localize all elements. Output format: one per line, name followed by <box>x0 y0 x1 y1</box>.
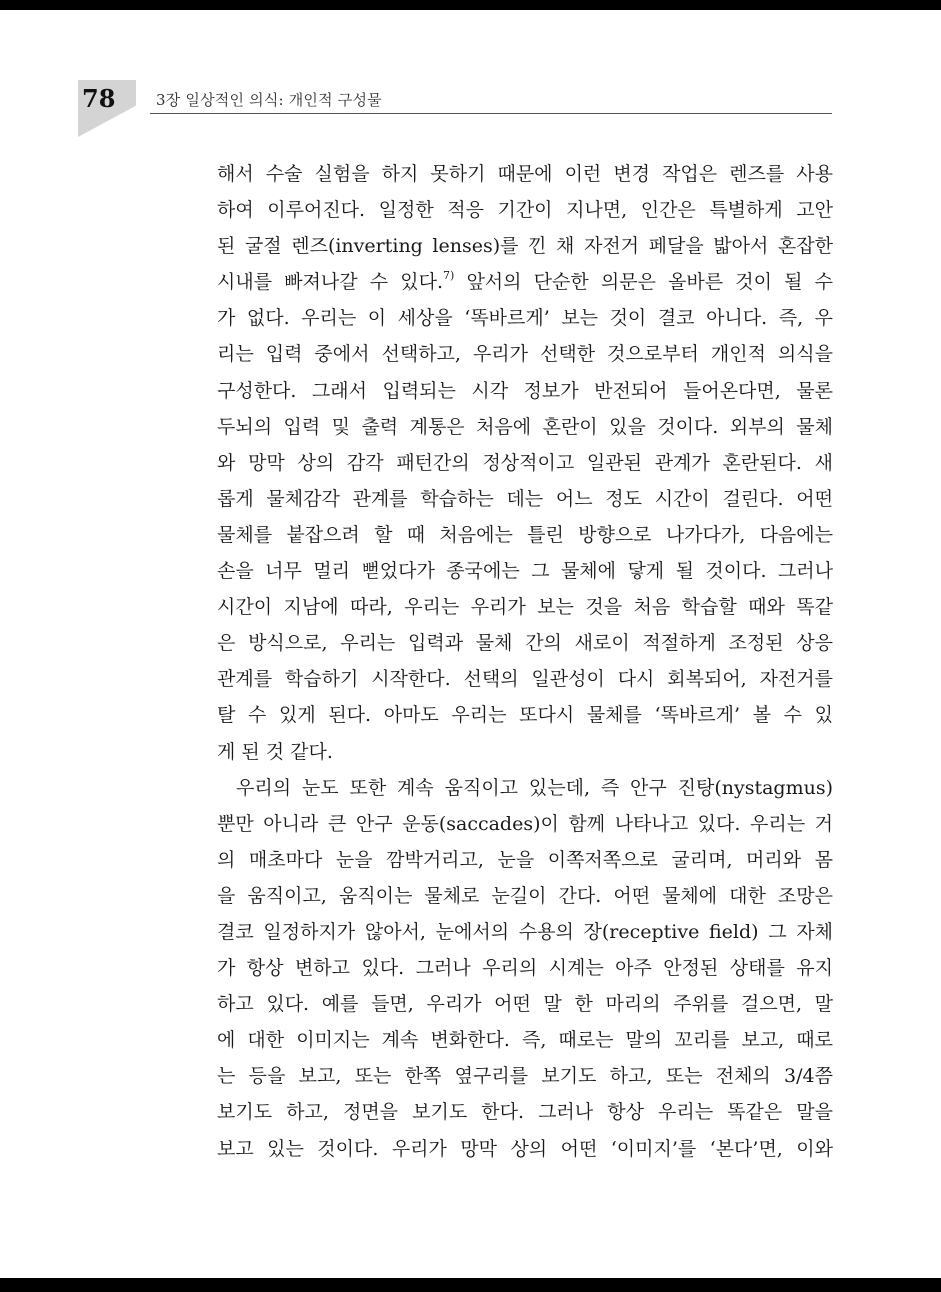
text-line: 을 움직이고, 움직이는 물체로 눈길이 간다. 어떤 물체에 대한 조망은 <box>217 884 833 907</box>
paragraph-last-line: 게 된 것 같다. <box>217 740 333 763</box>
text-line: 결코 일정하지가 않아서, 눈에서의 수용의 장(receptive field) 그 자체 <box>217 920 833 943</box>
text-line: 은 방식으로, 우리는 입력과 물체 간의 새로이 적절하게 조정된 상응 <box>217 632 833 655</box>
text-line: 에 대한 이미지는 계속 변화한다. 즉, 때로는 말의 꼬리를 보고, 때로 <box>217 1029 833 1052</box>
text-line-with-footnote <box>217 264 833 300</box>
footnote-ref: 7) <box>443 268 455 282</box>
bottom-border <box>0 1278 941 1292</box>
text-segment: 앞서의 단순한 의문은 올바른 것이 될 수 <box>454 271 833 294</box>
text-line: 보고 있는 것이다. 우리가 망막 상의 어떤 ‘이미지’를 ‘본다’면, 이와 <box>217 1137 833 1160</box>
header-rule <box>150 113 832 114</box>
text-line: 두뇌의 입력 및 출력 계통은 처음에 혼란이 있을 것이다. 외부의 물체 <box>217 415 833 438</box>
text-line: 의 매초마다 눈을 깜박거리고, 눈을 이쪽저쪽으로 굴리며, 머리와 몸 <box>217 848 833 871</box>
text-line: 시간이 지남에 따라, 우리는 우리가 보는 것을 처음 학습할 때와 똑같 <box>217 596 833 619</box>
body-text <box>217 156 833 1167</box>
text-line: 탈 수 있게 된다. 아마도 우리는 또다시 물체를 ‘똑바르게’ 볼 수 있 <box>217 704 833 727</box>
text-line: 물체를 붙잡으려 할 때 처음에는 틀린 방향으로 나가다가, 다음에는 <box>217 523 833 546</box>
text-line: 가 없다. 우리는 이 세상을 ‘똑바르게’ 보는 것이 결코 아니다. 즉, 우 <box>217 307 833 330</box>
text-line: 된 굴절 렌즈(inverting lenses)를 낀 채 자전거 페달을 밟아서 혼잡한 <box>217 235 833 258</box>
text-line: 보기도 하고, 정면을 보기도 한다. 그러나 항상 우리는 똑같은 말을 <box>217 1101 833 1124</box>
top-border <box>0 0 941 10</box>
page-number: 78 <box>82 84 116 113</box>
paragraph-first-line: 우리의 눈도 또한 계속 움직이고 있는데, 즉 안구 진탕(nystagmus) <box>236 776 833 799</box>
text-line: 와 망막 상의 감각 패턴간의 정상적이고 일관된 관계가 혼란된다. 새 <box>217 451 833 474</box>
text-line: 해서 수술 실험을 하지 못하기 때문에 이런 변경 작업은 렌즈를 사용 <box>217 163 833 185</box>
text-segment: 시내를 빠져나갈 수 있다. <box>217 271 444 294</box>
text-line: 는 등을 보고, 또는 한쪽 옆구리를 보기도 하고, 또는 전체의 3/4쯤 <box>217 1065 833 1088</box>
text-line: 관계를 학습하기 시작한다. 선택의 일관성이 다시 회복되어, 자전거를 <box>217 668 833 691</box>
text-line: 하여 이루어진다. 일정한 적응 기간이 지나면, 인간은 특별하게 고안 <box>217 199 833 222</box>
text-line: 하고 있다. 예를 들면, 우리가 어떤 말 한 마리의 주위를 걸으면, 말 <box>217 993 833 1016</box>
text-line: 롭게 물체감각 관계를 학습하는 데는 어느 정도 시간이 걸린다. 어떤 <box>217 487 833 510</box>
text-line: 구성한다. 그래서 입력되는 시각 정보가 반전되어 들어온다면, 물론 <box>217 379 833 402</box>
text-line: 손을 너무 멀리 뻗었다가 종국에는 그 물체에 닿게 될 것이다. 그러나 <box>217 560 833 583</box>
running-header: 3장 일상적인 의식: 개인적 구성물 <box>156 91 382 109</box>
text-line: 가 항상 변하고 있다. 그러나 우리의 시계는 아주 안정된 상태를 유지 <box>217 957 833 980</box>
text-line: 뿐만 아니라 큰 안구 운동(saccades)이 함께 나타나고 있다. 우리는 거 <box>217 812 833 835</box>
text-line: 리는 입력 중에서 선택하고, 우리가 선택한 것으로부터 개인적 의식을 <box>217 343 833 366</box>
